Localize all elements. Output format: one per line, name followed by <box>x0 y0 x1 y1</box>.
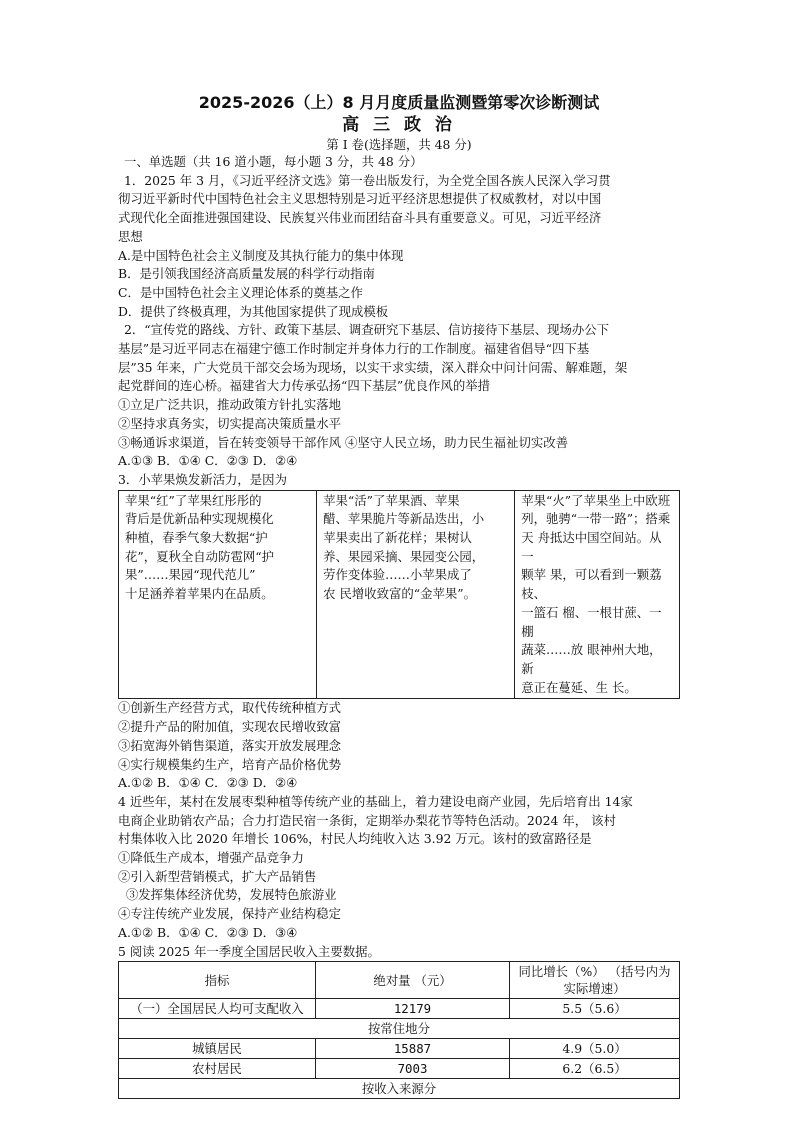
question-5 <box>118 943 680 1100</box>
q3-cell-fire <box>515 490 680 699</box>
group-label: 按常住地分 <box>119 1019 680 1039</box>
volume-label: 第 I 卷(选择题，共 48 分) <box>326 137 472 152</box>
q3-item: ③拓宽海外销售渠道，落实开放发展理念 <box>118 737 342 753</box>
q1-stem-line: 彻习近平新时代中国特色社会主义思想特别是习近平经济思想提供了权威教材，对以中国 <box>118 191 602 207</box>
q3-item: ④实行规模集约生产，培育产品价格优势 <box>118 756 342 772</box>
q3-item: ②提升产品的附加值，实现农民增收致富 <box>118 719 342 735</box>
q3-cell-alive <box>317 490 515 699</box>
q2-stem-line: 起党群间的连心桥。福建省大力传承弘扬“四下基层”优良作风的举措 <box>118 378 490 394</box>
cell-line: 一篮石 榴、一根甘蔗、一棚 <box>521 604 662 639</box>
cell-line: 果”……果园“现代范儿” <box>125 567 256 583</box>
row-amount: 15887 <box>315 1039 509 1059</box>
group-label: 按收入来源分 <box>119 1079 680 1099</box>
q1-option-c: C．是中国特色社会主义理论体系的奠基之作 <box>118 284 363 300</box>
q3-stem: 3．小苹果焕发新活力，是因为 <box>118 471 287 487</box>
table-row <box>119 1039 680 1059</box>
q2-stem-line: 层”35 年来，广大党员干部交会场为现场，以实干求实绩，深入群众中问计问需、解难题，架 <box>118 359 628 375</box>
cell-line: 天 舟抵达中国空间站。从一 <box>521 530 662 564</box>
q4-item: ①降低生产成本，增强产品竞争力 <box>118 850 304 866</box>
table-row <box>119 490 680 699</box>
q3-cell-red <box>119 490 317 699</box>
q4-item: ②引入新型营销模式，扩大产品销售 <box>118 868 317 884</box>
row-growth: 6.2（6.5） <box>510 1059 680 1079</box>
row-label: 农村居民 <box>119 1059 316 1079</box>
section-heading: 一、单选题（共 16 道小题，每小题 3 分，共 48 分） <box>124 154 423 169</box>
q3-item: ①创新生产经营方式，取代传统种植方式 <box>118 700 342 716</box>
row-label: 城镇居民 <box>119 1039 316 1059</box>
q4-stem-line: 4 近些年，某村在发展枣梨种植等传统产业的基础上，着力建设电商产业园，先后培育出 14家 <box>118 793 633 809</box>
cell-line: 苹果“红”了苹果红彤彤的 <box>125 492 262 508</box>
header-indicator: 指标 <box>119 962 316 999</box>
q2-stem-line: 2．“宣传党的路线、方针、政策下基层、调查研究下基层、信访接待下基层、现场办公下 <box>124 322 610 338</box>
q1-stem-line: 1．2025 年 3 月，《习近平经济文选》第一卷出版发行，为全党全国各族人民深入学习贯 <box>124 172 611 188</box>
q2-answers: A.①③ B．①④ C．②③ D．②④ <box>118 453 298 469</box>
cell-line: 苹果“火”了苹果坐上中欧班 <box>521 492 671 508</box>
cell-line: 醋、苹果脆片等新品迭出，小 <box>323 511 485 527</box>
table-row <box>119 1059 680 1079</box>
cell-line: 蔬菜……放 眼神州大地，新 <box>521 642 662 676</box>
row-growth: 5.5（5.6） <box>510 999 680 1019</box>
exam-subject: 高 三 政 治 <box>342 115 456 135</box>
q2-stem-line: 基层”是习近平同志在福建宁德工作时制定并身体力行的工作制度。福建省倡导“四下基 <box>118 341 590 357</box>
q1-stem-line: 思想 <box>118 228 143 244</box>
q4-item: ④专注传统产业发展，保持产业结构稳定 <box>118 906 342 922</box>
question-1 <box>118 172 680 322</box>
table-group-row <box>119 1079 680 1099</box>
q4-stem-line: 电商企业助销农产品；合力打造民宿一条街，定期举办梨花节等特色活动。2024 年， 该村 <box>118 812 616 828</box>
q3-answers: A.①② B．①④ C．②③ D．②④ <box>118 775 298 791</box>
row-growth: 4.9（5.0） <box>510 1039 680 1059</box>
cell-line: 苹果卖出了新花样；果树认 <box>323 530 472 546</box>
cell-line: 花”，夏秋全自动防雹网“护 <box>125 548 274 564</box>
cell-line: 意正在蔓延、生 长。 <box>521 679 637 695</box>
cell-line: 养、果园采摘、果园变公园， <box>323 548 485 564</box>
cell-line: 颗苹 果，可以看到一颗荔枝、 <box>521 567 662 602</box>
income-table <box>118 961 680 1099</box>
header-growth: 同比增长（%） （括号内为实际增速） <box>510 962 680 999</box>
question-3 <box>118 471 680 793</box>
cell-line: 十足涵养着苹果内在品质。 <box>125 586 274 602</box>
table-row <box>119 999 680 1019</box>
q2-item: ②坚持求真务实，切实提高决策质量水平 <box>118 415 342 431</box>
cell-line: 苹果“活”了苹果酒、苹果 <box>323 492 460 508</box>
row-label: （一）全国居民人均可支配收入 <box>119 999 316 1019</box>
header-amount: 绝对量 （元） <box>315 962 509 999</box>
cell-line: 劳作变体验……小苹果成了 <box>323 567 472 583</box>
q1-option-d: D．提供了终极真理，为其他国家提供了现成模板 <box>118 303 389 319</box>
q1-option-a: A.是中国特色社会主义制度及其执行能力的集中体现 <box>118 247 404 263</box>
cell-line: 列，驰骋“一带一路”；搭乘 <box>521 511 671 527</box>
q4-stem-line: 村集体收入比 2020 年增长 106%，村民人均纯收入达 3.92 万元。该村的致富路径是 <box>118 831 592 847</box>
question-4 <box>118 793 680 943</box>
q4-answers: A.①② B．①④ C．②③ D．③④ <box>118 924 298 940</box>
cell-line: 农 民增收致富的“金苹果”。 <box>323 586 477 602</box>
row-amount: 7003 <box>315 1059 509 1079</box>
q3-material-table <box>118 490 680 700</box>
table-group-row <box>119 1019 680 1039</box>
question-2 <box>118 321 680 471</box>
q2-item: ①立足广泛共识，推动政策方针扎实落地 <box>118 397 342 413</box>
exam-title: 2025-2026（上）8 月月度质量监测暨第零次诊断测试 <box>198 93 600 112</box>
exam-page <box>118 92 680 1099</box>
q1-option-b: B．是引领我国经济高质量发展的科学行动指南 <box>118 266 375 282</box>
cell-line: 背后是优新品种实现规模化 <box>125 511 274 527</box>
row-amount: 12179 <box>315 999 509 1019</box>
cell-line: 种植，春季气象大数据“护 <box>125 530 268 546</box>
q4-item: ③发挥集体经济优势，发展特色旅游业 <box>118 887 337 903</box>
q2-item: ③畅通诉求渠道，旨在转变领导干部作风 ④坚守人民立场，助力民生福祉切实改善 <box>118 434 569 450</box>
q5-stem: 5 阅读 2025 年一季度全国居民收入主要数据。 <box>118 943 380 959</box>
q1-stem-line: 式现代化全面推进强国建设、民族复兴伟业而团结奋斗具有重要意义。可见，习近平经济 <box>118 210 602 226</box>
table-header-row <box>119 962 680 999</box>
